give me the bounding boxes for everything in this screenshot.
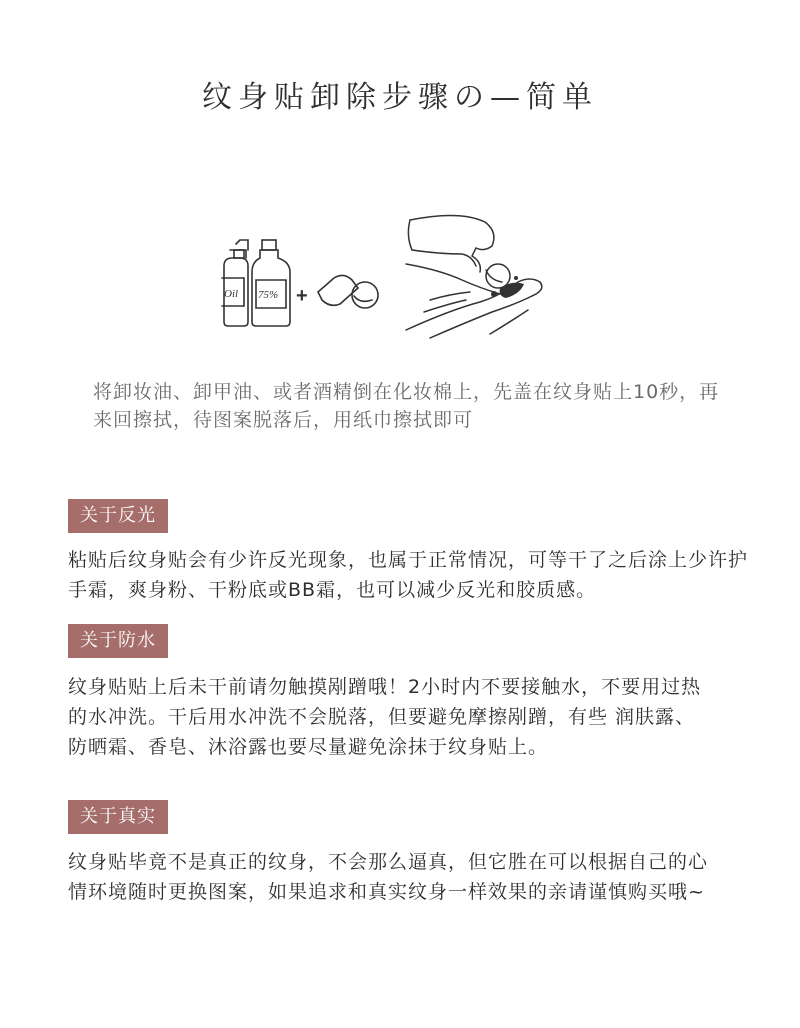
section-text-realism: 纹身贴毕竟不是真正的纹身，不会那么逼真，但它胜在可以根据自己的心情环境随时更换图案，如果追求和真实纹身一样效果的亲请谨慎购买哦~: [68, 851, 709, 903]
tattoo-residue-icon: [491, 276, 524, 298]
alcohol-label: 75%: [258, 289, 279, 301]
section-label-reflection: 关于反光: [68, 499, 168, 533]
plus-icon: +: [296, 285, 308, 307]
section-text-waterproof: 纹身贴贴上后未干前请勿触摸剐蹭哦！2小时内不要接触水，不要用过热的水冲洗。干后用水冲洗不会脱落，但要避免摩擦剐蹭，有些 润肤露、防晒霜、香皂、沐浴露也要尽量避免涂抹于纹身贴上。: [68, 676, 702, 758]
intro-text: 将卸妆油、卸甲油、或者酒精倒在化妆棉上，先盖在纹身贴上10秒，再来回擦拭，待图案脱落后，用纸巾擦拭即可: [93, 381, 720, 431]
cotton-pad-icon: [318, 275, 378, 308]
oil-label: Oil: [224, 288, 239, 300]
page-title: 纹身贴卸除步骤の—简单: [202, 80, 598, 115]
section-label-waterproof: 关于防水: [68, 624, 168, 658]
hand-wiping-icon: [406, 215, 542, 338]
section-text-reflection: 粘贴后纹身贴会有少许反光现象，也属于正常情况，可等干了之后涂上少许护手霜，爽身粉、干粉底或BB霜，也可以减少反光和胶质感。: [68, 549, 749, 601]
section-label-realism: 关于真实: [68, 800, 168, 834]
oil-bottle-icon: [222, 240, 248, 326]
removal-illustration: [200, 210, 570, 340]
alcohol-bottle-icon: [252, 240, 290, 326]
